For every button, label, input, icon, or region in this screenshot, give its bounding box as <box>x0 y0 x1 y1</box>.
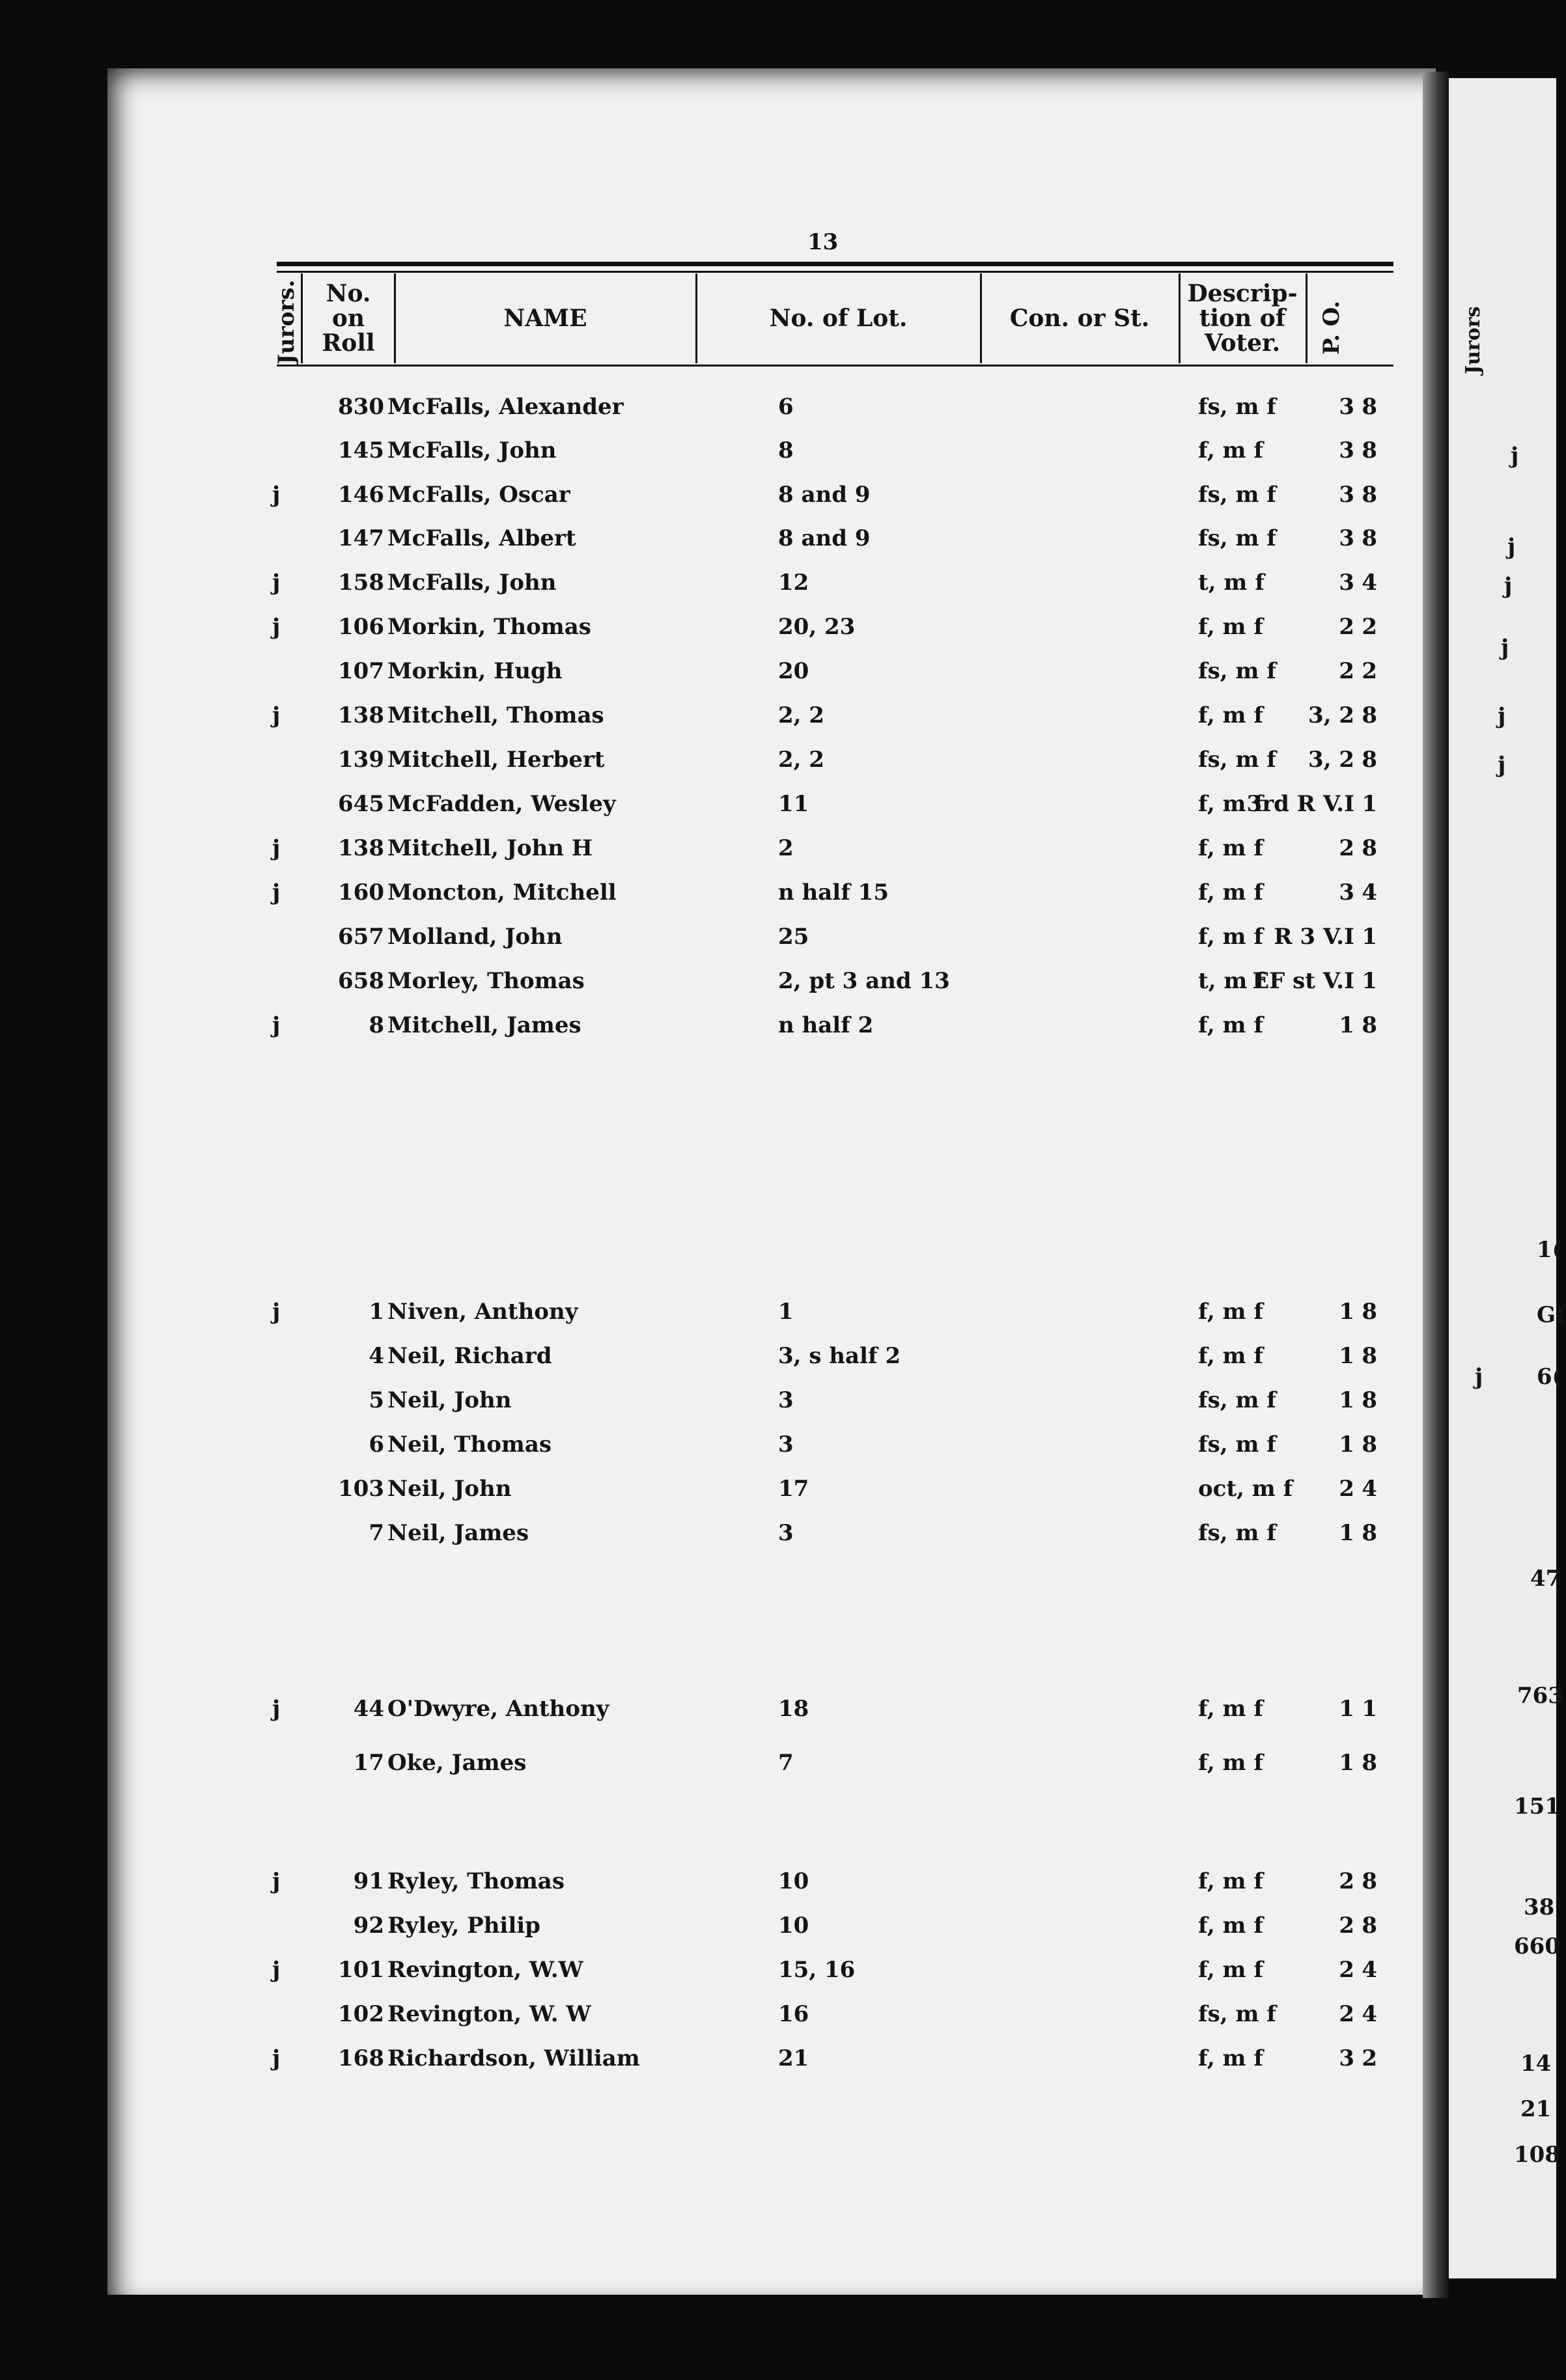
concession: 1 <box>1339 1299 1354 1325</box>
column-separator <box>1306 273 1307 363</box>
voter-name: Richardson, William <box>387 2045 640 2071</box>
post-office: 8 <box>1362 747 1377 773</box>
table-row <box>260 1476 1380 1508</box>
header-no-on-roll-line: No. <box>326 280 371 307</box>
table-row <box>260 1868 1380 1901</box>
post-office: 8 <box>1362 1012 1377 1038</box>
juror-mark: j <box>272 570 281 596</box>
roll-number: 160 <box>338 879 384 906</box>
facing-mark: j <box>1498 703 1506 729</box>
concession: 3, 2 <box>1308 702 1354 728</box>
table-row <box>260 1957 1380 1989</box>
voter-name: Morkin, Hugh <box>387 658 563 684</box>
post-office: 4 <box>1362 1957 1377 1983</box>
column-separator <box>301 273 303 363</box>
roll-number: 168 <box>338 2045 384 2071</box>
voter-name: Neil, Thomas <box>387 1432 552 1458</box>
juror-mark: j <box>272 835 281 861</box>
voter-description: fs, m f <box>1198 525 1276 551</box>
voter-name: McFalls, Alexander <box>387 394 624 420</box>
voter-name: Morkin, Thomas <box>387 614 591 640</box>
table-row <box>260 1750 1380 1782</box>
lot-number: 2, 2 <box>778 747 824 773</box>
concession: 1 <box>1339 1520 1354 1546</box>
roll-number: 8 <box>369 1012 384 1038</box>
roll-number: 139 <box>338 747 384 773</box>
juror-mark: j <box>272 1012 281 1038</box>
post-office: 4 <box>1362 2001 1377 2027</box>
table-row <box>260 835 1380 868</box>
post-office: 8 <box>1362 437 1377 464</box>
post-office: 2 <box>1362 614 1377 640</box>
concession: 3 <box>1339 482 1354 508</box>
concession: EF st V.I <box>1252 968 1354 994</box>
header-no-on-roll-line: Roll <box>322 329 375 357</box>
voter-name: Revington, W. W <box>387 2001 591 2027</box>
table-row <box>260 525 1380 558</box>
concession: 1 <box>1339 1012 1354 1038</box>
post-office: 8 <box>1362 1868 1377 1894</box>
facing-mark: j <box>1501 635 1509 661</box>
lot-number: 12 <box>778 570 809 596</box>
concession: 2 <box>1339 1868 1354 1894</box>
post-office: 4 <box>1362 879 1377 906</box>
lot-number: 11 <box>778 791 809 817</box>
lot-number: 10 <box>778 1913 809 1939</box>
lot-number: n half 2 <box>778 1012 874 1038</box>
voter-description: f, m f <box>1198 835 1263 861</box>
voter-description: f, m f <box>1198 1868 1263 1894</box>
voter-description: t, m f <box>1198 570 1265 596</box>
header-bottom-rule <box>277 365 1393 367</box>
concession: 1 <box>1339 1696 1354 1722</box>
lot-number: 10 <box>778 1868 809 1894</box>
post-office: 1 <box>1362 791 1377 817</box>
concession: 2 <box>1339 614 1354 640</box>
facing-mark: 151 <box>1514 1793 1560 1820</box>
facing-mark: j <box>1475 1364 1483 1390</box>
concession: 2 <box>1339 835 1354 861</box>
header-no-on-roll <box>306 281 391 355</box>
facing-mark: 21 <box>1520 2096 1552 2122</box>
table-row <box>260 702 1380 735</box>
facing-jurors-header: Jurors <box>1462 306 1485 374</box>
lot-number: 3 <box>778 1520 794 1546</box>
header-description <box>1180 281 1305 355</box>
concession: 1 <box>1339 1343 1354 1369</box>
voter-name: Neil, John <box>387 1476 512 1502</box>
voter-name: Mitchell, James <box>387 1012 581 1038</box>
voter-description: f, m f <box>1198 614 1263 640</box>
voter-name: Neil, Richard <box>387 1343 552 1369</box>
table-row <box>260 924 1380 956</box>
lot-number: 3 <box>778 1387 794 1413</box>
facing-page <box>1449 78 1566 2278</box>
post-office: 8 <box>1362 525 1377 551</box>
concession: 3 <box>1339 525 1354 551</box>
roll-number: 138 <box>338 702 384 728</box>
voter-description: fs, m f <box>1198 1387 1276 1413</box>
concession: 3 <box>1339 2045 1354 2071</box>
post-office: 8 <box>1362 482 1377 508</box>
voter-description: f, m f <box>1198 791 1263 817</box>
table-row <box>260 968 1380 1001</box>
table-row <box>260 2001 1380 2034</box>
facing-mark: j <box>1507 534 1516 560</box>
voter-description: f, m f <box>1198 1299 1263 1325</box>
post-office: 1 <box>1362 1696 1377 1722</box>
roll-number: 830 <box>338 394 384 420</box>
post-office: 4 <box>1362 1476 1377 1502</box>
table-row <box>260 1299 1380 1331</box>
voter-description: f, m f <box>1198 1012 1263 1038</box>
table-row <box>260 2045 1380 2078</box>
table-row <box>260 1387 1380 1420</box>
roll-number: 1 <box>369 1299 384 1325</box>
roll-number: 5 <box>369 1387 384 1413</box>
table-row <box>260 879 1380 912</box>
voter-name: McFadden, Wesley <box>387 791 616 817</box>
table-row <box>260 437 1380 470</box>
post-office: 8 <box>1362 1387 1377 1413</box>
lot-number: 7 <box>778 1750 794 1776</box>
header-name: NAME <box>503 305 587 332</box>
voter-description: fs, m f <box>1198 482 1276 508</box>
facing-mark: 6( <box>1537 1364 1563 1390</box>
post-office: 8 <box>1362 702 1377 728</box>
roll-number: 92 <box>353 1913 384 1939</box>
roll-number: 103 <box>338 1476 384 1502</box>
roll-number: 158 <box>338 570 384 596</box>
lot-number: 1 <box>778 1299 794 1325</box>
lot-number: 6 <box>778 394 794 420</box>
roll-number: 645 <box>338 791 384 817</box>
table-row <box>260 394 1380 426</box>
lot-number: 3 <box>778 1432 794 1458</box>
concession: 3 <box>1339 394 1354 420</box>
roll-number: 6 <box>369 1432 384 1458</box>
lot-number: 3, s half 2 <box>778 1343 901 1369</box>
voter-name: Oke, James <box>387 1750 527 1776</box>
voter-description: fs, m f <box>1198 1520 1276 1546</box>
concession: 2 <box>1339 1476 1354 1502</box>
facing-mark: 660 <box>1514 1933 1560 1959</box>
voter-description: t, m f <box>1198 968 1265 994</box>
voter-name: McFalls, John <box>387 437 557 464</box>
concession: 3rd R V.I <box>1246 791 1354 817</box>
voter-description: f, m f <box>1198 1913 1263 1939</box>
voter-description: fs, m f <box>1198 747 1276 773</box>
roll-number: 4 <box>369 1343 384 1369</box>
concession: 1 <box>1339 1432 1354 1458</box>
voter-name: McFalls, Oscar <box>387 482 570 508</box>
roll-number: 147 <box>338 525 384 551</box>
lot-number: 16 <box>778 2001 809 2027</box>
voter-name: Mitchell, John H <box>387 835 593 861</box>
voter-description: f, m f <box>1198 924 1263 950</box>
lot-number: 25 <box>778 924 809 950</box>
header-con: Con. or St. <box>1009 305 1150 332</box>
facing-mark: j <box>1504 573 1513 599</box>
voter-description: oct, m f <box>1198 1476 1293 1502</box>
post-office: 2 <box>1362 658 1377 684</box>
voter-description: f, m f <box>1198 1750 1263 1776</box>
header-description-line: tion of <box>1199 305 1286 332</box>
voter-name: Niven, Anthony <box>387 1299 578 1325</box>
lot-number: 15, 16 <box>778 1957 856 1983</box>
lot-number: n half 15 <box>778 879 889 906</box>
header-no-on-roll-line: on <box>331 305 365 332</box>
facing-mark: 763 <box>1517 1683 1563 1709</box>
header-top-rule <box>277 262 1393 266</box>
table-row <box>260 1696 1380 1728</box>
roll-number: 17 <box>353 1750 384 1776</box>
header-description-line: Voter. <box>1204 329 1281 357</box>
post-office: 1 <box>1362 968 1377 994</box>
concession: 2 <box>1339 658 1354 684</box>
facing-mark: 47 <box>1530 1566 1561 1592</box>
lot-number: 21 <box>778 2045 809 2071</box>
roll-number: 44 <box>353 1696 384 1722</box>
juror-mark: j <box>272 1868 281 1894</box>
voter-description: fs, m f <box>1198 1432 1276 1458</box>
table-row <box>260 791 1380 823</box>
post-office: 1 <box>1362 924 1377 950</box>
voter-name: Ryley, Philip <box>387 1913 540 1939</box>
table-row <box>260 1913 1380 1945</box>
concession: R 3 V.I <box>1274 924 1354 950</box>
voter-description: fs, m f <box>1198 658 1276 684</box>
facing-mark: 14 <box>1520 2051 1552 2077</box>
juror-mark: j <box>272 1299 281 1325</box>
roll-number: 7 <box>369 1520 384 1546</box>
facing-mark: G( <box>1537 1302 1566 1328</box>
header-po: P. O. <box>1319 300 1345 355</box>
post-office: 8 <box>1362 1913 1377 1939</box>
concession: 3 <box>1339 570 1354 596</box>
lot-number: 2, pt 3 and 13 <box>778 968 950 994</box>
lot-number: 2 <box>778 835 794 861</box>
voter-description: f, m f <box>1198 1343 1263 1369</box>
concession: 2 <box>1339 2001 1354 2027</box>
voter-name: Neil, John <box>387 1387 512 1413</box>
voter-name: McFalls, John <box>387 570 557 596</box>
roll-number: 658 <box>338 968 384 994</box>
header-description-line: Descrip- <box>1187 280 1298 307</box>
juror-mark: j <box>272 614 281 640</box>
juror-mark: j <box>272 1957 281 1983</box>
roll-number: 138 <box>338 835 384 861</box>
concession: 3, 2 <box>1308 747 1354 773</box>
juror-mark: j <box>272 482 281 508</box>
post-office: 8 <box>1362 394 1377 420</box>
lot-number: 20, 23 <box>778 614 856 640</box>
facing-mark: 38 <box>1524 1894 1555 1920</box>
roll-number: 91 <box>353 1868 384 1894</box>
table-row <box>260 1432 1380 1464</box>
facing-mark: 108 <box>1514 2142 1560 2168</box>
lot-number: 18 <box>778 1696 809 1722</box>
table-row <box>260 614 1380 646</box>
roll-number: 107 <box>338 658 384 684</box>
header-lot: No. of Lot. <box>769 305 908 332</box>
voter-name: Ryley, Thomas <box>387 1868 565 1894</box>
post-office: 8 <box>1362 1343 1377 1369</box>
voter-description: f, m f <box>1198 1696 1263 1722</box>
juror-mark: j <box>272 702 281 728</box>
voter-name: Molland, John <box>387 924 563 950</box>
voter-name: Morley, Thomas <box>387 968 585 994</box>
table-row <box>260 1520 1380 1553</box>
voter-description: f, m f <box>1198 702 1263 728</box>
lot-number: 8 and 9 <box>778 525 871 551</box>
voter-name: Neil, James <box>387 1520 529 1546</box>
table-row <box>260 658 1380 691</box>
facing-mark: 1( <box>1537 1237 1563 1263</box>
concession: 3 <box>1339 879 1354 906</box>
roll-number: 146 <box>338 482 384 508</box>
lot-number: 8 and 9 <box>778 482 871 508</box>
roll-number: 145 <box>338 437 384 464</box>
table-row <box>260 1343 1380 1376</box>
voter-name: O'Dwyre, Anthony <box>387 1696 609 1722</box>
roll-number: 657 <box>338 924 384 950</box>
column-separator <box>394 273 396 363</box>
post-office: 8 <box>1362 835 1377 861</box>
post-office: 8 <box>1362 1750 1377 1776</box>
concession: 2 <box>1339 1913 1354 1939</box>
post-office: 8 <box>1362 1432 1377 1458</box>
voter-name: Moncton, Mitchell <box>387 879 617 906</box>
facing-mark: j <box>1511 443 1519 469</box>
lot-number: 17 <box>778 1476 809 1502</box>
lot-number: 2, 2 <box>778 702 824 728</box>
voter-description: f, m f <box>1198 879 1263 906</box>
post-office: 2 <box>1362 2045 1377 2071</box>
voter-description: fs, m f <box>1198 394 1276 420</box>
voter-name: Mitchell, Herbert <box>387 747 605 773</box>
voter-description: fs, m f <box>1198 2001 1276 2027</box>
post-office: 4 <box>1362 570 1377 596</box>
voter-name: Revington, W.W <box>387 1957 583 1983</box>
roll-number: 102 <box>338 2001 384 2027</box>
concession: 3 <box>1339 437 1354 464</box>
roll-number: 101 <box>338 1957 384 1983</box>
header-jurors: Jurors. <box>273 279 300 365</box>
roll-number: 106 <box>338 614 384 640</box>
juror-mark: j <box>272 879 281 906</box>
voter-name: Mitchell, Thomas <box>387 702 604 728</box>
lot-number: 8 <box>778 437 794 464</box>
post-office: 8 <box>1362 1520 1377 1546</box>
lot-number: 20 <box>778 658 809 684</box>
table-row <box>260 747 1380 779</box>
juror-mark: j <box>272 2045 281 2071</box>
voter-description: f, m f <box>1198 1957 1263 1983</box>
voter-name: McFalls, Albert <box>387 525 576 551</box>
post-office: 8 <box>1362 1299 1377 1325</box>
voter-description: f, m f <box>1198 437 1263 464</box>
voter-description: f, m f <box>1198 2045 1263 2071</box>
table-row <box>260 570 1380 602</box>
juror-mark: j <box>272 1696 281 1722</box>
page-number: 13 <box>807 229 839 255</box>
concession: 1 <box>1339 1387 1354 1413</box>
facing-mark: j <box>1498 752 1506 778</box>
book-gutter <box>1423 72 1449 2298</box>
header-top-rule-thin <box>277 271 1393 273</box>
concession: 1 <box>1339 1750 1354 1776</box>
table-row <box>260 482 1380 514</box>
table-row <box>260 1012 1380 1045</box>
concession: 2 <box>1339 1957 1354 1983</box>
